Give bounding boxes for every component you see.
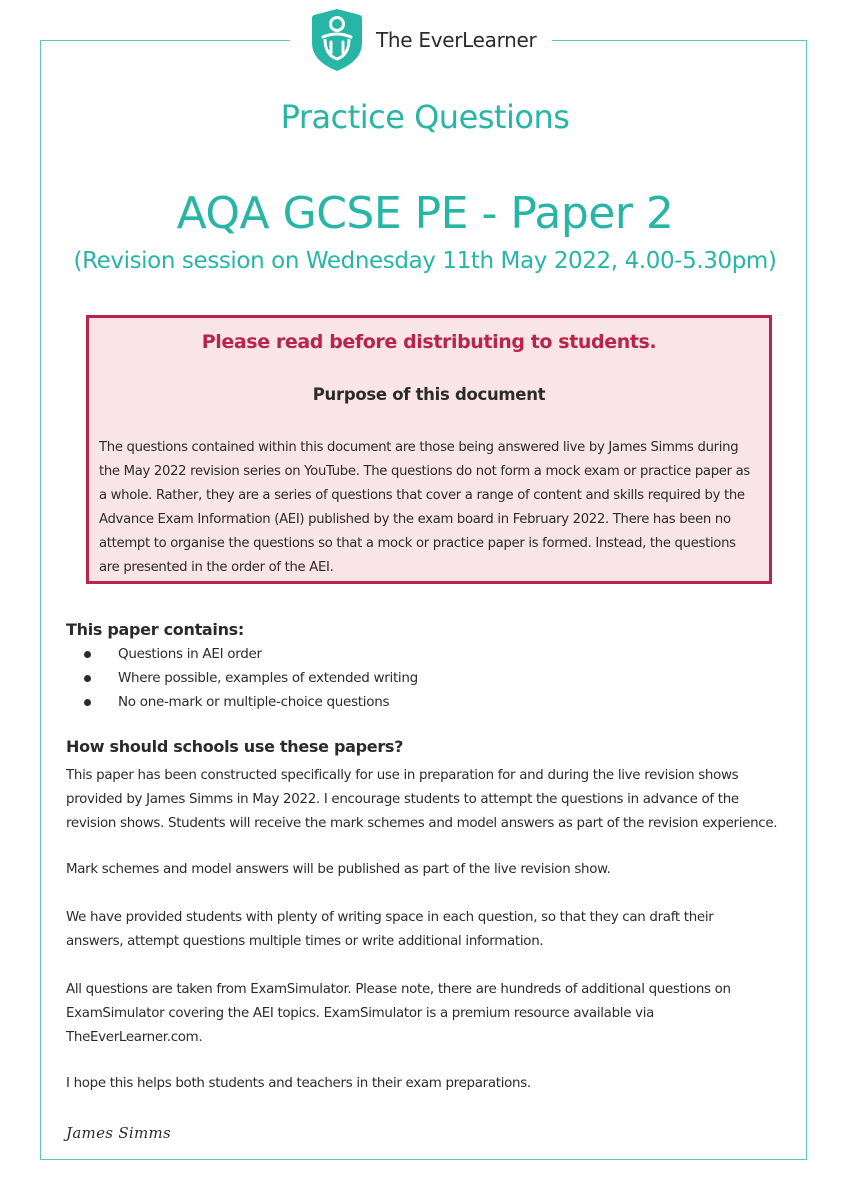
- contains-heading: This paper contains:: [66, 620, 245, 639]
- bullet-icon: [84, 699, 91, 706]
- list-item: No one-mark or multiple-choice questions: [66, 690, 418, 714]
- notice-box: [86, 315, 772, 584]
- usage-paragraph-3: We have provided students with plenty of writing space in each question, so that they can draft their answers, attempt questions multiple times or write additional information.: [66, 910, 714, 949]
- practice-title: Practice Questions: [280, 98, 570, 136]
- notice-subheading: Purpose of this document: [312, 385, 546, 404]
- list-item: Questions in AEI order: [66, 642, 418, 666]
- brand-name: The EverLearner: [376, 28, 537, 52]
- main-title: AQA GCSE PE - Paper 2: [176, 188, 674, 239]
- notice-line: are presented in the order of the AEI.: [99, 560, 334, 575]
- bullet-icon: [84, 675, 91, 682]
- notice-line: The questions contained within this document are those being answered live by James Simms during: [99, 440, 739, 455]
- usage-paragraph-1: This paper has been constructed specifically for use in preparation for and during the live revision shows provided by James Simms in May 2022. I encourage students to attempt the questions in advance of the revision shows. Students will receive the mark schemes and model answers as part of the revision experience.: [66, 768, 778, 831]
- session-subtitle: (Revision session on Wednesday 11th May 2022, 4.00-5.30pm): [73, 248, 777, 274]
- usage-paragraph-2: Mark schemes and model answers will be published as part of the live revision show.: [66, 862, 611, 877]
- notice-heading: Please read before distributing to students.: [201, 331, 657, 353]
- list-item: Where possible, examples of extended writing: [66, 666, 418, 690]
- bullet-icon: [84, 651, 91, 658]
- usage-paragraph-5: I hope this helps both students and teachers in their exam preparations.: [66, 1076, 531, 1091]
- notice-line: attempt to organise the questions so that a mock or practice paper is formed. Instead, the questions: [99, 536, 736, 551]
- brand-logo: [290, 0, 552, 80]
- author-signature: James Simms: [66, 1124, 172, 1142]
- learner-shield-icon: [310, 7, 364, 73]
- notice-line: Advance Exam Information (AEI) published by the exam board in February 2022. There has been no: [99, 512, 731, 527]
- usage-heading: How should schools use these papers?: [66, 737, 404, 756]
- notice-body: [99, 436, 767, 580]
- contains-list: [66, 642, 418, 714]
- notice-line: a whole. Rather, they are a series of questions that cover a range of content and skills required by the: [99, 488, 745, 503]
- usage-paragraph-4: All questions are taken from ExamSimulator. Please note, there are hundreds of additional questions on ExamSimulator covering the AEI topics. ExamSimulator is a premium resource available via TheEverLearner.com.: [66, 982, 731, 1045]
- notice-line: the May 2022 revision series on YouTube. The questions do not form a mock exam or practice paper as: [99, 464, 750, 479]
